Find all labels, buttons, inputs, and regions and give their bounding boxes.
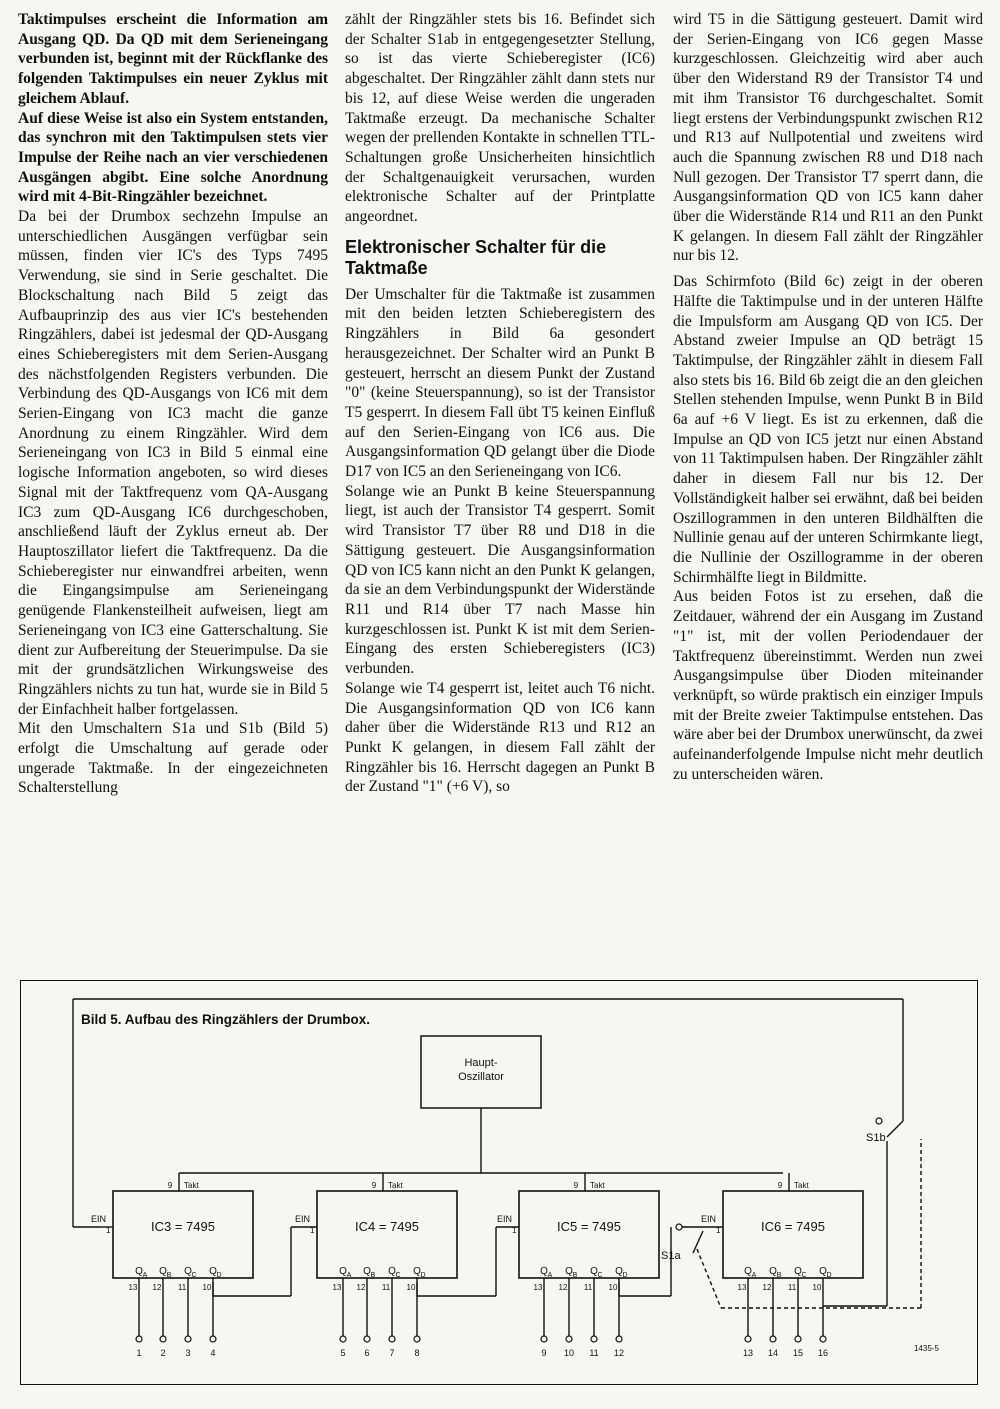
output-number: 15 [792, 1348, 804, 1358]
q-output-subscript: C [597, 1272, 603, 1279]
output-number: 10 [563, 1348, 575, 1358]
output-terminal [820, 1336, 826, 1342]
pin-number: 10 [812, 1283, 822, 1292]
pin-number: 10 [202, 1283, 212, 1292]
pin-number: 1 [512, 1226, 517, 1235]
switch-contact [876, 1118, 882, 1124]
q-output-subscript: D [420, 1272, 426, 1279]
q-output-label: Q [339, 1266, 347, 1277]
takt-label: Takt [184, 1181, 199, 1190]
section-heading: Elektronischer Schalter für die Taktmaße [345, 236, 607, 278]
output-number: 16 [817, 1348, 829, 1358]
pin-number: 9 [371, 1181, 377, 1190]
output-terminal [795, 1336, 801, 1342]
ein-label: EIN [295, 1214, 311, 1224]
shift-register-box [317, 1191, 457, 1278]
output-number: 3 [185, 1348, 191, 1358]
block-diagram [21, 981, 979, 1386]
pin-number: 9 [777, 1181, 783, 1190]
q-output-label: Q [540, 1266, 548, 1277]
output-number: 1 [136, 1348, 142, 1358]
takt-label: Takt [388, 1181, 403, 1190]
paragraph: wird T5 in die Sättigung gesteuert. Damit wird der Serien-Eingang von IC6 gegen Masse kurzgeschlossen. Gleichzeitig wird aber auch über den Widerstand R9 der Transistor T4 und mit ihm Transistor T6 durchgeschaltet. Somit liegt erstens der Verbindungspunkt zwischen R12 und R13 auf Nullpotential und zweitens wird auch die Spannung zwischen R8 und D18 nach Null gezogen. Der Transistor T7 sperrt dann, die Ausgangsinformation QD von IC5 kann daher über die Widerstände R14 und R11 an den Punkt K gelangen. In diesem Fall zählt der Ringzähler nur bis 12. [673, 11, 983, 265]
shift-register-box [113, 1191, 253, 1278]
pin-number: 12 [558, 1283, 568, 1292]
switch-s1b-label: S1b [866, 1132, 886, 1144]
takt-label: Takt [794, 1181, 809, 1190]
q-output-subscript: D [826, 1272, 832, 1279]
q-output-label: Q [565, 1266, 573, 1277]
pin-number: 11 [787, 1283, 797, 1292]
q-output-subscript: B [572, 1272, 578, 1279]
pin-number: 13 [737, 1283, 747, 1292]
output-terminal [136, 1336, 142, 1342]
q-output-label: Q [413, 1266, 421, 1277]
output-terminal [389, 1336, 395, 1342]
ein-label: EIN [701, 1214, 717, 1224]
figure-caption: Bild 5. Aufbau des Ringzählers der Drumbox. [81, 1012, 371, 1027]
ein-label: EIN [497, 1214, 513, 1224]
pin-number: 1 [310, 1226, 315, 1235]
output-terminal [745, 1336, 751, 1342]
output-number: 6 [364, 1348, 370, 1358]
output-terminal [364, 1336, 370, 1342]
q-output-subscript: A [142, 1272, 148, 1279]
ic-label: IC4 = 7495 [355, 1219, 419, 1234]
paragraph: Der Umschalter für die Taktmaße ist zusammen mit den beiden letzten Schieberegistern des Ringzählers in Bild 6a gesondert herausgezeichnet. Der Schalter wird an Punkt B gesteuert, herrscht an diesem Punkt der Zustand "0" (keine Steuerspannung), so ist der Transistor T5 gesperrt. In diesem Fall übt T5 keinen Einfluß auf den Serien-Eingang von IC6 aus. Die Ausgangsinformation QD gelangt über die Diode D17 von IC5 an den Serieneingang von IC6. [345, 285, 655, 481]
q-output-subscript: B [166, 1272, 172, 1279]
output-terminal [770, 1336, 776, 1342]
takt-label: Takt [590, 1181, 605, 1190]
paragraph: Solange wie an Punkt B keine Steuerspannung liegt, ist auch der Transistor T4 gesperrt. Somit wird Transistor T7 über R8 und D18 in die Sättigung gesteuert. Die Ausgangsinformation QD von IC5 kann nicht an den Punkt K gelangen, da sie an dem Verbindungspunkt der Widerstände R11 und R14 über T7 nach Masse hin kurzgeschlossen ist. Punkt K ist mit dem Serien-Eingang des ersten Schieberegisters (IC3) verbunden. [345, 482, 655, 678]
output-terminal [566, 1336, 572, 1342]
output-number: 8 [414, 1348, 420, 1358]
ein-label: EIN [91, 1214, 107, 1224]
output-number: 14 [767, 1348, 779, 1358]
oscillator-label: Oszillator [458, 1071, 504, 1083]
q-output-label: Q [794, 1266, 802, 1277]
output-terminal [340, 1336, 346, 1342]
output-number: 9 [541, 1348, 547, 1358]
q-output-label: Q [135, 1266, 143, 1277]
q-output-label: Q [184, 1266, 192, 1277]
q-output-label: Q [819, 1266, 827, 1277]
output-terminal [185, 1336, 191, 1342]
q-output-label: Q [769, 1266, 777, 1277]
switch-contact [676, 1224, 682, 1230]
mechanical-link [697, 1249, 721, 1308]
q-output-label: Q [363, 1266, 371, 1277]
q-output-subscript: C [395, 1272, 401, 1279]
ic-label: IC5 = 7495 [557, 1219, 621, 1234]
q-output-subscript: B [370, 1272, 376, 1279]
output-number: 2 [160, 1348, 166, 1358]
output-terminal [414, 1336, 420, 1342]
q-output-subscript: D [216, 1272, 222, 1279]
output-number: 11 [589, 1348, 599, 1358]
switch-s1a-label: S1a [661, 1250, 681, 1262]
paragraph: Auf diese Weise ist also ein System entstanden, das synchron mit den Taktimpulsen stets vier Impulse der Reihe nach an vier verschiedenen Ausgängen abgibt. Eine solche Anordnung wird mit 4-Bit-Ringzähler bezeichnet. [18, 109, 328, 206]
shift-register-box [723, 1191, 863, 1278]
output-terminal [210, 1336, 216, 1342]
column-3 [673, 10, 983, 784]
paragraph: Solange wie T4 gesperrt ist, leitet auch T6 nicht. Die Ausgangsinformation QD von IC6 kann daher über die Widerstände R13 und R12 an Punkt K gelangen, in diesem Fall zählt der Ringzähler bis 16. Herrscht dagegen an Punkt B der Zustand "1" (+6 V), so [345, 679, 655, 796]
q-output-label: Q [388, 1266, 396, 1277]
pin-number: 13 [128, 1283, 138, 1292]
pin-number: 13 [533, 1283, 543, 1292]
pin-number: 11 [177, 1283, 187, 1292]
output-number: 7 [389, 1348, 395, 1358]
pin-number: 11 [583, 1283, 593, 1292]
q-output-label: Q [209, 1266, 217, 1277]
ring-counter-figure [20, 980, 978, 1385]
shift-register-box [519, 1191, 659, 1278]
output-number: 4 [210, 1348, 216, 1358]
article-text [18, 10, 984, 955]
q-output-subscript: B [776, 1272, 782, 1279]
paragraph: Taktimpulses erscheint die Information am Ausgang QD. Da QD mit dem Serieneingang verbunden ist, beginnt mit der Rückflanke des folgenden Taktimpulses ein neuer Zyklus mit gleichem Ablauf. [18, 11, 328, 107]
output-number: 5 [340, 1348, 346, 1358]
q-output-subscript: A [547, 1272, 553, 1279]
ic-label: IC3 = 7495 [151, 1219, 215, 1234]
output-number: 12 [613, 1348, 625, 1358]
q-output-label: Q [590, 1266, 598, 1277]
pin-number: 13 [332, 1283, 342, 1292]
output-terminal [541, 1336, 547, 1342]
pin-number: 11 [381, 1283, 391, 1292]
paragraph: Mit den Umschaltern S1a und S1b (Bild 5) erfolgt die Umschaltung auf gerade oder ungerade Taktmaße. In der eingezeichneten Schalterstellung [18, 720, 328, 797]
column-2 [345, 10, 655, 797]
output-terminal [591, 1336, 597, 1342]
q-output-subscript: A [751, 1272, 757, 1279]
paragraph: Aus beiden Fotos ist zu ersehen, daß die Zeitdauer, während der ein Ausgang im Zustand "1" ist, mit der vollen Periodendauer der Taktfrequenz übereinstimmt. Werden nun zwei Ausgangsimpulse über Dioden miteinander verknüpft, so würde praktisch ein einziger Impuls mit der Breite zweier Taktimpulse entstehen. Das wäre aber bei der Drumbox unerwünscht, da zwei aufeinanderfolgende Impulse nicht mehr deutlich zu unterscheiden wären. [673, 588, 983, 783]
paragraph: zählt der Ringzähler stets bis 16. Befindet sich der Schalter S1ab in entgegengesetzter Stellung, so ist das vierte Schieberegister (IC6) abgeschaltet. Der Ringzähler zählt dann stets nur bis 12, auf diese Weise werden die ungeraden Taktmaße erzeugt. Da mechanische Schalter wegen der prellenden Kontakte in schnellen TTL-Schaltungen große Unsicherheiten hinsichtlich der Schaltgenauigkeit verursachen, wurden elektronische Schalter auf der Printplatte angeordnet. [345, 11, 655, 226]
pin-number: 12 [356, 1283, 366, 1292]
pin-number: 12 [762, 1283, 772, 1292]
q-output-subscript: C [191, 1272, 197, 1279]
q-output-label: Q [159, 1266, 167, 1277]
q-output-subscript: C [801, 1272, 807, 1279]
pin-number: 10 [608, 1283, 618, 1292]
pin-number: 1 [106, 1226, 111, 1235]
switch-s1b [887, 1121, 903, 1137]
q-output-subscript: D [622, 1272, 628, 1279]
pin-number: 10 [406, 1283, 416, 1292]
q-output-label: Q [615, 1266, 623, 1277]
pin-number: 9 [167, 1181, 173, 1190]
figure-reference: 1435-5 [914, 1344, 939, 1353]
output-terminal [160, 1336, 166, 1342]
oscillator-label: Haupt- [464, 1057, 498, 1069]
ic-label: IC6 = 7495 [761, 1219, 825, 1234]
output-terminal [616, 1336, 622, 1342]
pin-number: 1 [716, 1226, 721, 1235]
paragraph: Da bei der Drumbox sechzehn Impulse an unterschiedlichen Ausgängen verfügbar sein müssen, finden vier IC's des Typs 7495 Verwendung, sie sind in Serie geschaltet. Die Blockschaltung nach Bild 5 zeigt das Aufbauprinzip des aus vier IC's bestehenden Ringzählers, dabei ist jedesmal der QD-Ausgang eines Schieberegisters mit dem Serien-Ausgang des nächstfolgenden Registers verbunden. Die Verbindung des QD-Ausgangs von IC6 mit dem Serien-Eingang von IC3 macht die ganze Anordnung zu einem Ringzähler. Wird dem Serieneingang von IC3 in Bild 5 einmal eine logische Information angeboten, so wird dieses Signal mit der Taktfrequenz vom QA-Ausgang IC3 zum QD-Ausgang IC6 durchgeschoben, anschließend läuft der Zyklus erneut ab. Der Hauptoszillator liefert die Taktfrequenz. Da die Schieberegister nur einwandfrei arbeiten, wenn die Eingangsimpulse am Serieneingang genügende Flankensteilheit aufweisen, liegt am Serieneingang von IC3 eine Gatterschaltung. Sie dient zur Aufbereitung der Steuerimpulse. Da sie mit der grundsätzlichen Wirkungsweise des Ringzählers nichts zu tun hat, wurde sie in Bild 5 der Einfachheit halber fortgelassen. [18, 208, 328, 718]
q-output-subscript: A [346, 1272, 352, 1279]
q-output-label: Q [744, 1266, 752, 1277]
column-1 [18, 10, 328, 798]
output-number: 13 [742, 1348, 754, 1358]
paragraph: Das Schirmfoto (Bild 6c) zeigt in der oberen Hälfte die Taktimpulse und in der unteren Hälfte die Impulsform am Ausgang QD von IC5. Der Abstand zweier Impulse an QD beträgt 15 Taktimpulse, der Ringzähler zählt in diesem Fall also stets bis 16. Bild 6b zeigt die an den gleichen Stellen stehenden Impulse, wenn Punkt B in Bild 6a auf +6 V liegt. Es ist zu erkennen, daß die Impulse an QD von IC5 jetzt nur einen Abstand von 11 Taktimpulsen haben. Der Ringzähler zählt daher in diesem Fall nur bis 12. Der Vollständigkeit halber sei erwähnt, daß bei beiden Oszillogrammen in den unteren Bildhälften die Nullinie genau auf der unteren Schirmkante liegt, die Nullinie der Oszillogramme in der oberen Schirmhälfte liegt in Bildmitte. [673, 273, 983, 586]
pin-number: 12 [152, 1283, 162, 1292]
pin-number: 9 [573, 1181, 579, 1190]
